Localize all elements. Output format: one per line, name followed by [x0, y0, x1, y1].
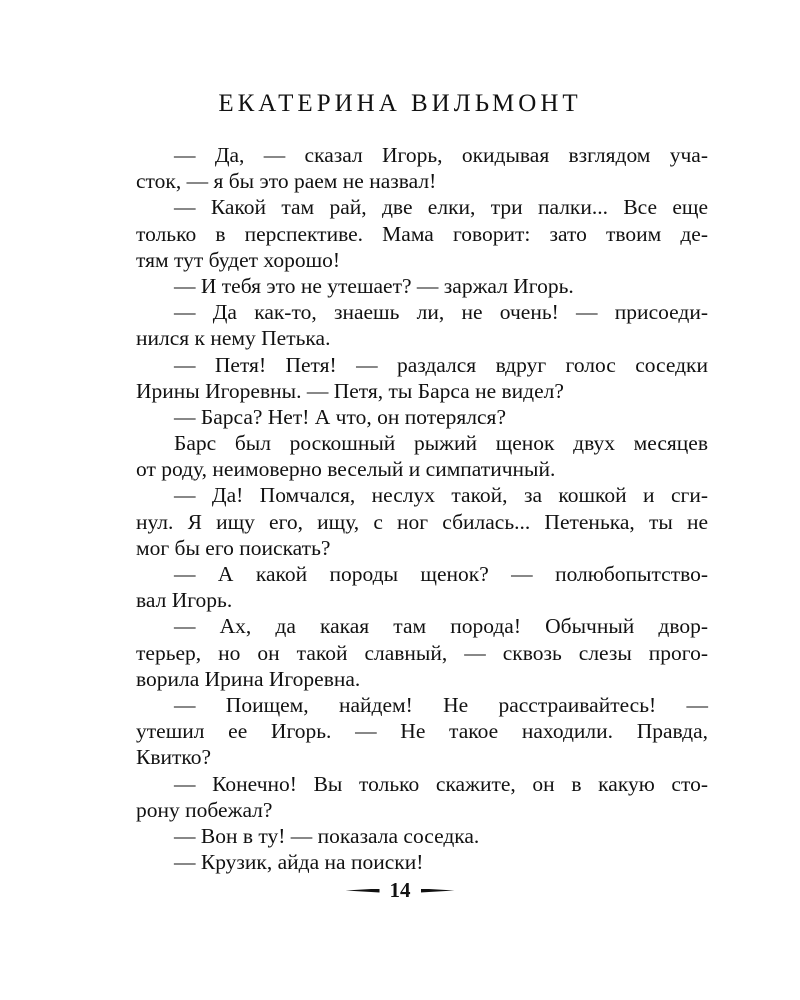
text-line: — Петя! Петя! — раздался вдруг голос соседки: [174, 352, 708, 377]
page-footer: [0, 878, 800, 903]
right-ornament-icon: [421, 889, 455, 893]
text-line: — Крузик, айда на поиски!: [174, 850, 424, 875]
text-line: Барс был роскошный рыжий щенок двух месяцев: [174, 431, 708, 456]
text-line: — Да как-то, знаешь ли, не очень! — присоеди-: [174, 300, 708, 325]
text-line: — Вон в ту! — показала соседка.: [174, 823, 480, 848]
body-text: [136, 142, 708, 875]
text-line: сток, — я бы это раем не назвал!: [136, 169, 437, 194]
text-line: от роду, неимоверно веселый и симпатичный.: [136, 457, 556, 482]
text-line: утешил ее Игорь. — Не такое находили. Правда,: [136, 719, 708, 744]
text-line: ворила Ирина Игоревна.: [136, 666, 361, 691]
text-line: Ирины Игоревны. — Петя, ты Барса не видел?: [136, 378, 564, 403]
running-header-author: ЕКАТЕРИНА ВИЛЬМОНТ: [218, 90, 582, 117]
left-ornament-icon: [346, 889, 380, 893]
text-line: рону побежал?: [136, 797, 273, 822]
text-line: тям тут будет хорошо!: [136, 247, 341, 272]
text-line: Квитко?: [136, 745, 212, 770]
text-line: — Поищем, найдем! Не расстраивайтесь! —: [174, 692, 708, 717]
text-line: — А какой породы щенок? — полюбопытство-: [174, 562, 708, 586]
text-line: нул. Я ищу его, ищу, с ног сбилась... Петенька, ты не: [136, 509, 708, 534]
text-line: — Барса? Нет! А что, он потерялся?: [174, 404, 506, 429]
text-line: нился к нему Петька.: [136, 326, 331, 351]
text-line: — Какой там рай, две елки, три палки... Все еще: [174, 195, 708, 220]
text-line: вал Игорь.: [136, 588, 233, 613]
text-line: — И тебя это не утешает? — заржал Игорь.: [174, 273, 574, 298]
text-line: — Да, — сказал Игорь, окидывая взглядом уча-: [174, 143, 708, 167]
text-line: терьер, но он такой славный, — сквозь слезы прого-: [136, 640, 708, 665]
text-line: мог бы его поискать?: [136, 535, 331, 560]
text-line: — Ах, да какая там порода! Обычный двор-: [174, 614, 708, 639]
page-number: 14: [389, 878, 411, 902]
text-line: только в перспективе. Мама говорит: зато твоим де-: [136, 221, 708, 246]
text-line: — Конечно! Вы только скажите, он в какую сто-: [174, 771, 708, 796]
text-line: — Да! Помчался, неслух такой, за кошкой и сги-: [174, 483, 708, 508]
